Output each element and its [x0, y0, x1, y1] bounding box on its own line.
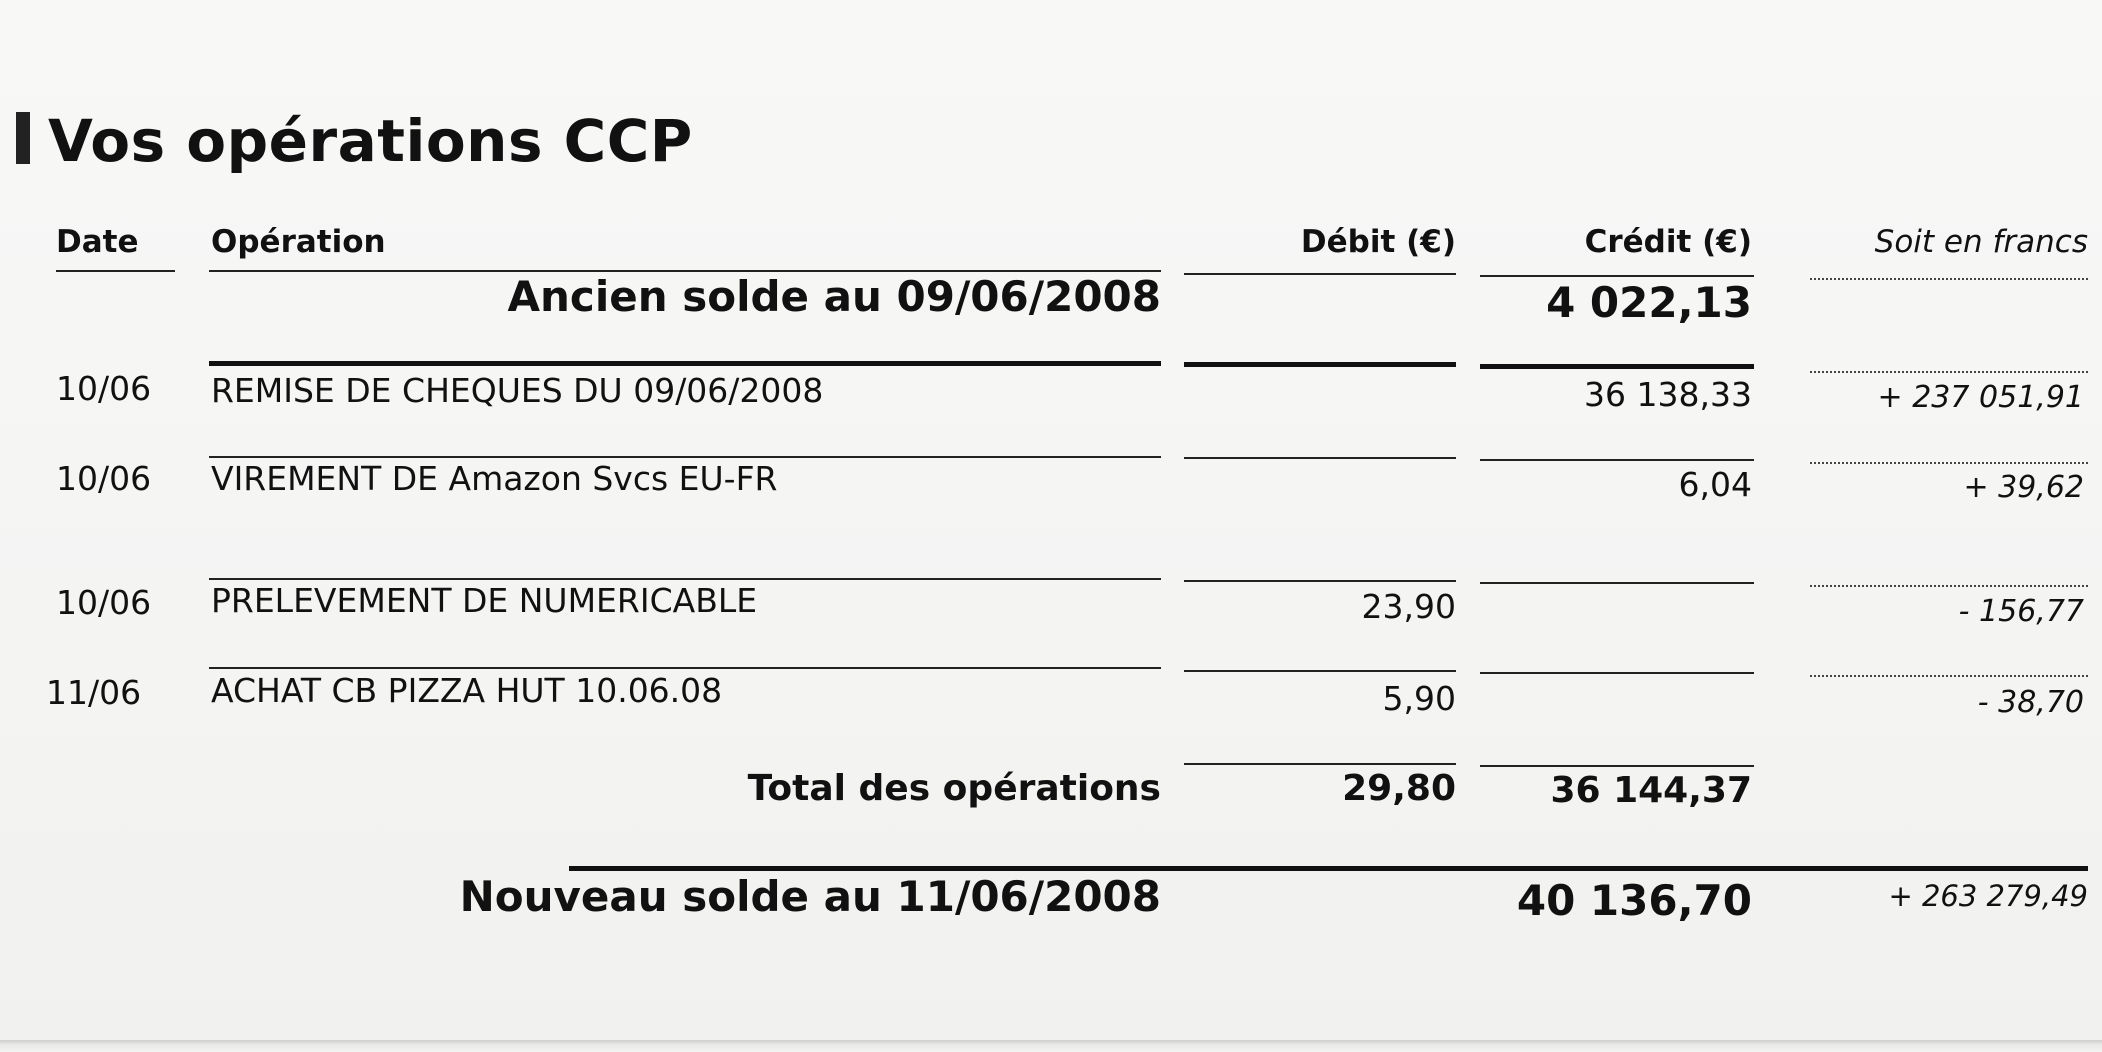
row-rule-credit	[1480, 672, 1754, 674]
row-rule-credit	[1480, 459, 1754, 461]
opening-rule-debit	[1184, 362, 1456, 367]
row-date: 10/06	[56, 459, 152, 498]
row-operation: REMISE DE CHEQUES DU 09/06/2008	[211, 371, 824, 410]
header-francs: Soit en francs	[1874, 224, 2088, 260]
opening-rule-credit	[1480, 364, 1754, 369]
row-operation: VIREMENT DE Amazon Svcs EU-FR	[211, 459, 778, 498]
page-title: Vos opérations CCP	[48, 107, 693, 175]
header-date: Date	[56, 224, 139, 260]
closing-balance-credit: 40 136,70	[1516, 876, 1752, 925]
row-rule-francs	[1810, 462, 2088, 464]
header-rule-debit	[1184, 273, 1456, 275]
opening-rule-operation	[209, 361, 1161, 366]
row-credit: 36 138,33	[1584, 375, 1752, 414]
row-operation: ACHAT CB PIZZA HUT 10.06.08	[211, 671, 723, 710]
row-debit: 5,90	[1382, 679, 1456, 718]
row-rule-credit	[1480, 582, 1754, 584]
closing-balance-label: Nouveau solde au 11/06/2008	[459, 872, 1161, 921]
opening-balance-credit: 4 022,13	[1546, 278, 1752, 327]
row-francs: - 38,70	[1977, 685, 2084, 720]
row-rule-debit	[1184, 457, 1456, 459]
closing-balance-francs: + 263 279,49	[1888, 879, 2088, 913]
row-francs: + 237 051,91	[1877, 380, 2084, 415]
row-operation: PRELEVEMENT DE NUMERICABLE	[211, 581, 758, 620]
row-rule-debit	[1184, 670, 1456, 672]
row-rule-operation	[209, 667, 1161, 669]
totals-credit: 36 144,37	[1550, 770, 1752, 811]
opening-rule-francs	[1810, 371, 2088, 373]
header-rule-date	[56, 270, 175, 272]
row-francs: - 156,77	[1958, 594, 2084, 629]
row-credit: 6,04	[1678, 465, 1752, 504]
totals-rule-credit	[1480, 765, 1754, 767]
totals-rule-debit	[1184, 763, 1456, 765]
totals-label: Total des opérations	[747, 768, 1161, 809]
row-date: 11/06	[46, 673, 142, 712]
row-date: 10/06	[56, 369, 152, 408]
row-francs: + 39,62	[1963, 470, 2084, 505]
header-operation: Opération	[211, 224, 386, 260]
row-debit: 23,90	[1361, 587, 1456, 626]
header-credit: Crédit (€)	[1584, 224, 1752, 260]
page-bottom-edge	[0, 1040, 2102, 1052]
title-marker	[16, 112, 30, 164]
opening-balance-label: Ancien solde au 09/06/2008	[507, 272, 1161, 321]
totals-debit: 29,80	[1342, 768, 1456, 809]
header-rule-francs	[1810, 278, 2088, 280]
row-rule-francs	[1810, 585, 2088, 587]
row-date: 10/06	[56, 583, 152, 622]
header-debit: Débit (€)	[1300, 224, 1456, 260]
row-rule-debit	[1184, 580, 1456, 582]
row-rule-francs	[1810, 675, 2088, 677]
